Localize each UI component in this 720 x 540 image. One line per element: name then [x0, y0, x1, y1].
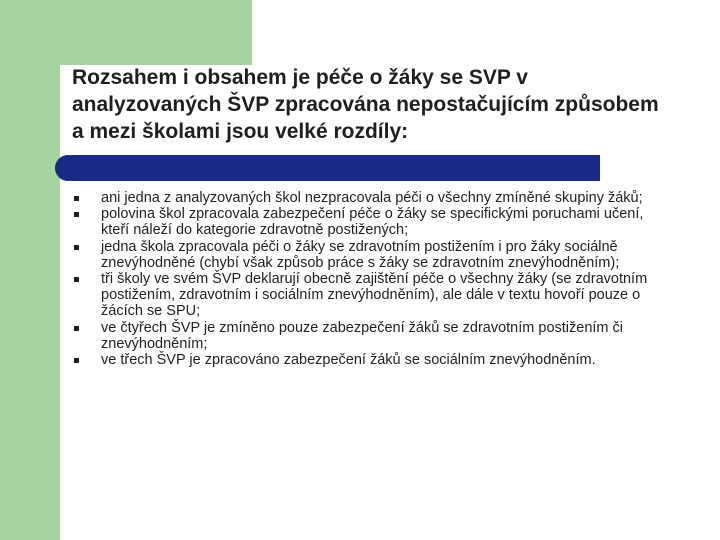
bullet-icon [74, 326, 79, 331]
list-item [72, 320, 672, 352]
bullet-text: tři školy ve svém ŠVP deklarují obecně zajištění péče o všechny žáky (se zdravotním postižením, zdravotním i sociálním znevýhodněním), ale dále v textu hovoří pouze o žácích se SPU; [101, 271, 648, 320]
bullet-icon [74, 212, 79, 217]
bullet-text: ani jedna z analyzovaných škol nezpracovala péči o všechny zmíněné skupiny žáků; [101, 190, 643, 206]
divider-bar [60, 155, 600, 181]
list-item [72, 206, 672, 238]
bullet-icon [74, 245, 79, 250]
bullet-text: ve třech ŠVP je zpracováno zabezpečení žáků se sociálním znevýhodněním. [101, 352, 596, 369]
bullet-icon [74, 277, 79, 282]
bullet-text: jedna škola zpracovala péči o žáky se zdravotním postižením i pro žáky sociálně znevýhodněné (chybí však způsob práce s žáky se zdravotním znevýhodněním); [101, 238, 620, 271]
bullet-icon [74, 358, 79, 363]
bullet-icon [74, 196, 79, 201]
slide-title: Rozsahem i obsahem je péče o žáky se SVP v analyzovaných ŠVP zpracována nepostačujícím způsobem a mezi školami jsou velké rozdíly: [72, 66, 659, 143]
list-item [72, 271, 672, 320]
bullet-list [72, 190, 672, 368]
list-item [72, 190, 672, 206]
bullet-text: ve čtyřech ŠVP je zmíněno pouze zabezpečení žáků se zdravotním postižením či znevýhodněním; [101, 319, 623, 352]
list-item [72, 239, 672, 271]
list-item [72, 352, 672, 368]
bullet-text: polovina škol zpracovala zabezpečení péče o žáky se specifickými poruchami učení, kteří náleží do kategorie zdravotně postižených; [101, 206, 644, 239]
